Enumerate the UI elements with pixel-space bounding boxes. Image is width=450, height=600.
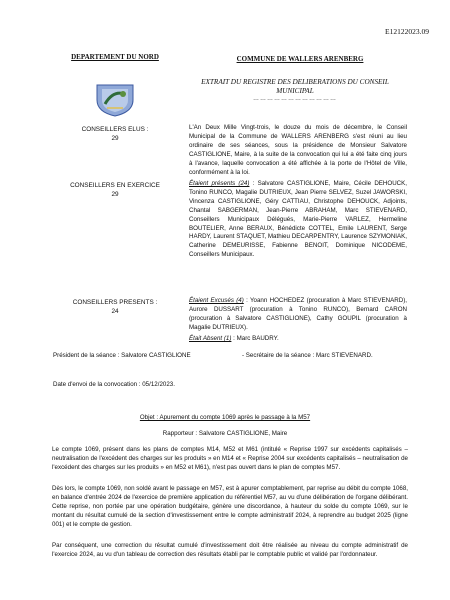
presents-list: : Salvatore CASTIGLIONE, Maire, Cécile DEHOUCK, Tonino RUNCO, Magalie DUTRIEUX, Jean Pierre SELVEZ, Suzel JAWORSKI, Vincenza CASTIGLIONE, Géry CATTIAU, Christophe DEHOUCK, Adjoints, Chantal SABGERMAN, Jean-Pierre ABRAHAM, Marc STIEVENARD, Conseillers Municipaux Délégués, Marie-Pierre VARLEZ, Hermeline BOUTELIER, Anne BERAUX, Bénédicte COTTEL, Emile LAURENT, Serge HARDY, Laurent STAQUET, Mathieu DECARPENTRY, Laurence SZYMONIAK, Catherine DEMEURISSE, Fabienne BENOIT, Dominique NICODEME, Conseillers Municipaux. [189, 180, 407, 259]
excuses-label: Étaient Excusés (4) [189, 297, 244, 304]
president-line: Président de la séance : Salvatore CASTIGLIONE [53, 352, 191, 359]
extract-title: EXTRAIT DU REGISTRE DES DELIBERATIONS DU CONSEIL MUNICIPAL [201, 78, 389, 95]
convocation-date: Date d'envoi de la convocation : 05/12/2023. [53, 381, 175, 388]
conseillers-exercice-label: CONSEILLERS EN EXERCICE [70, 182, 160, 189]
body-paragraph-1: Le compte 1069, présent dans les plans de comptes M14, M52 et M61 (intitulé « Reprise 1997 sur excédents capitalisés – neutralisation de l'excédent des charges sur les produits » en M14 et « Reprise 2004 sur excédents capitalisés – neutralisation de l'excédent des charges sur les produits » en M52 et M61), n'est pas ouvert dans le plan de comptes M57. [52, 446, 408, 471]
presents-label: Étaient présents (24) [189, 180, 250, 187]
conseillers-presents-label: CONSEILLERS PRESENTS : [72, 299, 158, 306]
absent-paragraph [189, 335, 407, 344]
objet-heading: Objet : Apurement du compte 1069 après le passage à la M57 [139, 414, 311, 421]
municipal-coat-of-arms-logo [93, 82, 137, 118]
excuses-paragraph [189, 297, 407, 333]
department-heading: DEPARTEMENT DU NORD [71, 53, 159, 61]
body-paragraph-3: Par conséquent, une correction du résultat cumulé d'investissement doit être réalisée au niveau du compte administratif de l'exercice 2024, au vu d'un tableau de correction des résultats établi par le comptable public et validé par l'ordonnateur. [52, 542, 408, 558]
rapporteur-line: Rapporteur : Salvatore CASTIGLIONE, Maire [162, 430, 288, 437]
conseillers-exercice-value: 29 [111, 191, 119, 198]
absent-list: : Marc BAUDRY. [233, 335, 279, 342]
presents-paragraph [189, 180, 407, 260]
commune-heading: COMMUNE DE WALLERS ARENBERG [236, 55, 364, 63]
secretaire-line: - Secrétaire de la séance : Marc STIEVENARD. [242, 352, 373, 359]
intro-paragraph: L'An Deux Mille Vingt-trois, le douze du mois de décembre, le Conseil Municipal de la Commune de WALLERS ARENBERG s'est réuni au lieu ordinaire de ses séances, sous la présidence de Monsieur Salvatore CASTIGLIONE, Maire, à la suite de la convocation qui lui a été faite cinq jours à l'avance, laquelle convocation a été affichée à la porte de l'Hôtel de Ville, conformément à la loi. [189, 124, 407, 176]
excuses-list: : Yoann HOCHEDEZ (procuration à Marc STIEVENARD), Aurore DUSSART (procuration à Tonino RUNCO), Bernard CARON (procuration à Salvatore CASTIGLIONE), Cathy GOUPIL (procuration à Magalie DUTRIEUX). [189, 297, 407, 331]
document-reference: E12122023.09 [385, 27, 429, 36]
body-paragraph-2: Dès lors, le compte 1069, non soldé avant le passage en M57, est à apurer comptablement, par reprise au débit du compte 1068, en balance d'entrée 2024 de l'exercice de première application du référentiel M57, au vu d'une délibération de l'organe délibérant. Cette reprise, non portée par une opération budgétaire, génère une discordance, à hauteur du solde du compte 1069, sur le montant du résultat cumulé de la section d'investissement entre le compte administratif 2024, à reprendre au budget 2025 (ligne 001) et le compte de gestion. [52, 485, 408, 528]
conseillers-elus-label: CONSEILLERS ELUS : [81, 126, 149, 133]
conseillers-presents-value: 24 [111, 308, 119, 315]
conseillers-elus-value: 29 [111, 135, 119, 142]
dotted-separator: ……………………………… [253, 96, 337, 102]
absent-label: Était Absent (1) [189, 335, 232, 342]
